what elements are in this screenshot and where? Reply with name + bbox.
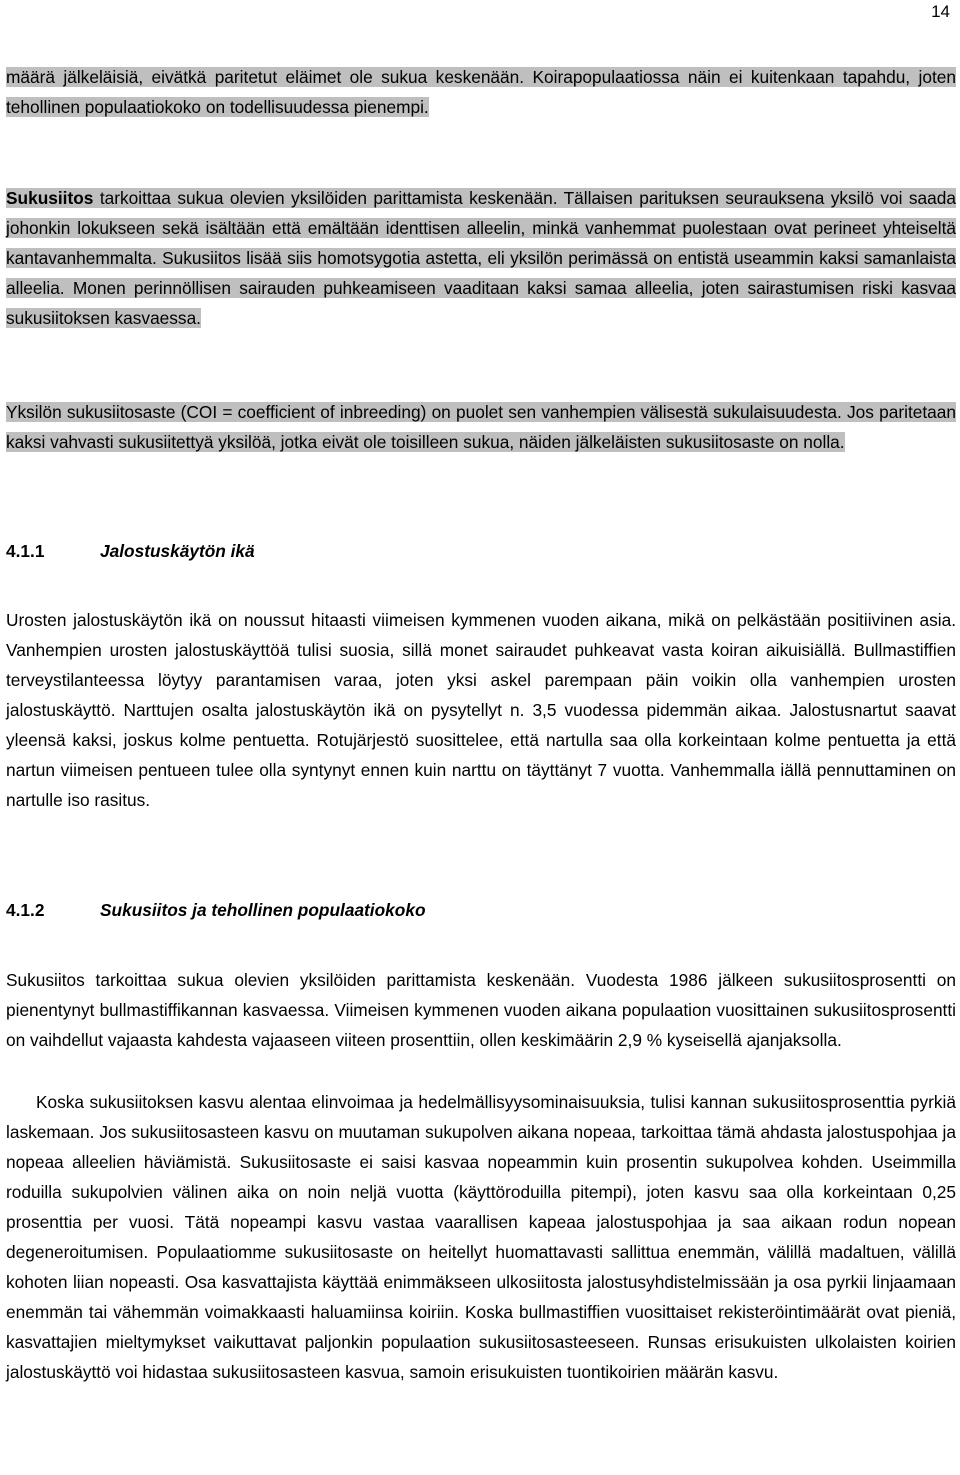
paragraph-text: Koska sukusiitoksen kasvu alentaa elinvoimaa ja hedelmällisyysominaisuuksia, tulisi kannan sukusiitosprosenttia pyrkiä laskemaan. Jos sukusiitosasteen kasvu on muutaman sukupolven aikana nopeaa, tarkoittaa tämä ahdasta jalostuspohjaa ja nopeaa alleelien häviämistä. Sukusiitosaste ei saisi kasvaa nopeammin kuin prosentin sukupolvea kohden. Useimmilla roduilla sukupolvien välinen aika on noin neljä vuotta (käyttöroduilla pitempi), joten kasvu saa olla korkeintaan 0,25 prosenttia per vuosi. Tätä nopeampi kasvu vastaa vaarallisen kapeaa jalostuspohjaa ja saa aikaan rodun nopean degeneroitumisen. Populaatiomme sukusiitosaste on heitellyt huomattavasti sallittua enemmän, välillä madaltuen, välillä kohoten liian nopeasti. Osa kasvattajista käyttää enimmäkseen ulkosiitosta jalostusyhdistelmissään ja osa pyrkii linjaamaan enemmän tai vähemmän voimakkaasti haluamiinsa koiriin. Koska bullmastiffien vuosittaiset rekisteröintimäärät ovat pieniä, kasvattajien mieltymykset vaikuttavat paljonkin populaation sukusiitosasteeseen. Runsas erisukuisten ulkolaisten koirien jalostuskäyttö voi hidastaa sukusiitosasteen kasvua, samoin erisukuisten tuontikoirien määrän kasvu. bbox=[6, 1092, 956, 1382]
paragraph-breeding-age: Urosten jalostuskäytön ikä on noussut hitaasti viimeisen kymmenen vuoden aikana, mikä on pelkästään positiivinen asia. Vanhempien urosten jalostuskäyttöä tulisi suosia, sillä monet sairaudet puhkeavat vasta koiran aikuisiällä. Bullmastiffien terveystilanteessa löytyy parantamisen varaa, joten yksi askel parempaan päin voikin olla vanhempien urosten jalostuskäyttö. Narttujen osalta jalostuskäytön ikä on pysytellyt n. 3,5 vuodessa pidemmän aikaa. Jalostusnartut saavat yleensä kaksi, joskus kolme pentuetta. Rotujärjestö suosittelee, että nartulla saa olla korkeintaan kolme pentuetta ja että nartun viimeisen pentueen tulee olla syntynyt ennen kuin narttu on täyttänyt 7 vuotta. Vanhemmalla iällä pennuttaminen on nartulle iso rasitus. bbox=[6, 610, 956, 810]
paragraph-inbreeding-percentage: Sukusiitos tarkoittaa sukua olevien yksilöiden parittamista keskenään. Vuodesta 1986 jälkeen sukusiitosprosentti on pienentynyt bullmastiffikannan kasvaessa. Viimeisen kymmenen vuoden aikana populaation vuosittainen sukusiitosprosentti on vaihdellut vajaasta kahdesta vajaaseen viiteen prosenttiin, ollen keskimäärin 2,9 % kyseisellä ajanjaksolla. bbox=[6, 970, 956, 1050]
section-title: Sukusiitos ja tehollinen populaatiokoko bbox=[100, 900, 426, 920]
section-number: 4.1.1 bbox=[6, 541, 45, 561]
paragraph-inbreeding-growth bbox=[6, 1087, 956, 1387]
section-title: Jalostuskäytön ikä bbox=[100, 541, 255, 561]
paragraph-inbreeding-definition bbox=[6, 183, 956, 333]
paragraph-coi bbox=[6, 397, 956, 457]
paragraph-effective-population bbox=[6, 62, 956, 122]
highlighted-text bbox=[6, 188, 956, 328]
highlighted-text: Yksilön sukusiitosaste (COI = coefficient of inbreeding) on puolet sen vanhempien välisestä sukulaisuudesta. Jos paritetaan kaksi vahvasti sukusiitettyä yksilöä, jotka eivät ole toisilleen sukua, näiden jälkeläisten sukusiitosaste on nolla. bbox=[6, 402, 956, 452]
section-number: 4.1.2 bbox=[6, 900, 45, 920]
section-heading-4-1-2 bbox=[6, 895, 426, 925]
section-heading-4-1-1 bbox=[6, 536, 255, 566]
highlighted-text: määrä jälkeläisiä, eivätkä paritetut eläimet ole sukua keskenään. Koirapopulaatiossa näin ei kuitenkaan tapahdu, joten tehollinen populaatiokoko on todellisuudessa pienempi. bbox=[6, 67, 956, 117]
page-number: 14 bbox=[931, 2, 950, 21]
term-sukusiitos: Sukusiitos bbox=[6, 188, 94, 208]
definition-text: tarkoittaa sukua olevien yksilöiden parittamista keskenään. Tällaisen parituksen seurauksena yksilö voi saada johonkin lokukseen sekä isältään että emältään identtisen alleelin, minkä vanhemmat puolestaan ovat perineet yhteiseltä kantavanhemmalta. Sukusiitos lisää siis homotsygotia astetta, eli yksilön perimässä on entistä useammin kaksi samanlaista alleelia. Monen perinnöllisen sairauden puhkeamiseen vaaditaan kaksi samaa alleelia, joten sairastumisen riski kasvaa sukusiitoksen kasvaessa. bbox=[6, 188, 956, 328]
